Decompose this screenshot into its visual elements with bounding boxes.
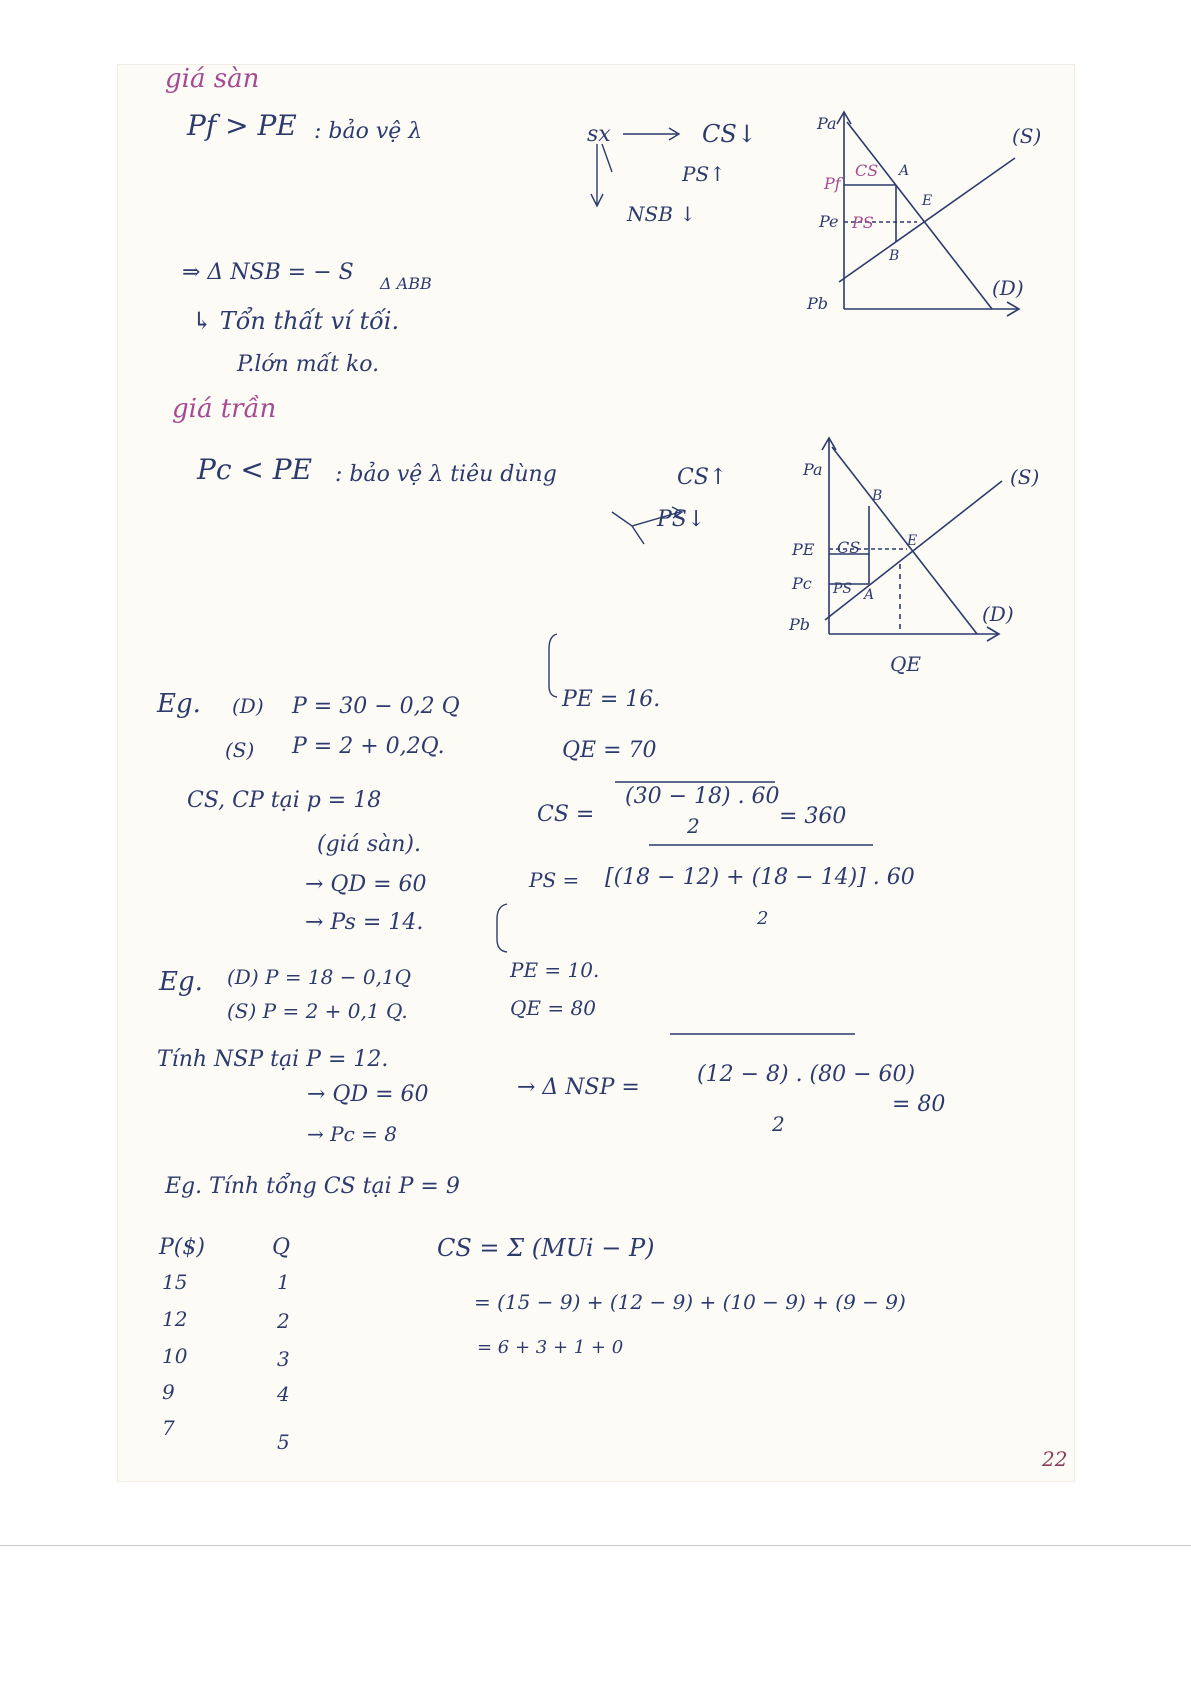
floor-graph-supply: (S) <box>1012 124 1042 148</box>
eg1-ps-value: → Ps = 14. <box>305 910 424 935</box>
eg1-ps-denominator: 2 <box>757 908 769 929</box>
viewer-divider <box>0 1545 1191 1546</box>
eg3-quantity-cell: 2 <box>277 1309 290 1333</box>
eg1-qd: → QD = 60 <box>305 872 427 897</box>
eg3-quantity-cell: 3 <box>277 1347 290 1371</box>
floor-graph-demand: (D) <box>992 276 1024 300</box>
ceiling-graph-demand: (D) <box>982 602 1014 626</box>
eg3-price-cell: 15 <box>162 1270 188 1294</box>
page-number: 22 <box>1042 1447 1068 1471</box>
floor-cs-down: CS↓ <box>702 120 757 148</box>
eg3-cs-values: = 6 + 3 + 1 + 0 <box>477 1337 624 1358</box>
eg3-header-price: P($) <box>159 1235 205 1260</box>
floor-graph-pf: Pf <box>824 174 841 193</box>
ceiling-graph-b: B <box>872 488 883 504</box>
eg3-header-quantity: Q <box>272 1235 291 1260</box>
eg1-cs-result: = 360 <box>779 804 847 829</box>
eg2-bracket <box>497 904 507 952</box>
eg1-cs-denominator: 2 <box>687 814 700 838</box>
floor-condition: Pf > PE <box>187 109 297 142</box>
floor-protect-text: : bảo vệ λ <box>314 119 423 144</box>
floor-graph-pb: Pb <box>807 294 829 313</box>
ceiling-graph-cs: CS <box>837 538 861 557</box>
floor-nsb-subscript: Δ ABB <box>380 274 432 293</box>
eg3-cs-formula: CS = Σ (MUi − P) <box>437 1234 655 1262</box>
floor-graph-pe: Pe <box>819 212 839 231</box>
ceiling-graph-pe: PE <box>792 540 815 559</box>
eg1-qe: QE = 70 <box>562 738 657 763</box>
ceiling-graph-qe: QE <box>890 652 921 676</box>
eg2-qd: → QD = 60 <box>307 1082 429 1107</box>
ceiling-title: giá trần <box>172 394 277 424</box>
eg3-label: Eg. Tính tổng CS tại P = 9 <box>165 1174 460 1199</box>
ceiling-graph-e: E <box>907 533 918 549</box>
eg1-ps-label: PS = <box>529 868 580 892</box>
eg3-price-cell: 10 <box>162 1344 188 1368</box>
ceiling-ps-down: PS↓ <box>657 507 706 532</box>
eg3-quantity-cell: 1 <box>277 1270 290 1294</box>
eg2-d-equation: (D) P = 18 − 0,1Q <box>227 965 412 989</box>
floor-title: giá sàn <box>165 64 260 94</box>
eg2-nsp-result: = 80 <box>892 1092 946 1117</box>
eg2-pe: PE = 10. <box>510 958 600 982</box>
eg3-quantity-cell: 5 <box>277 1430 290 1454</box>
eg2-pc: → Pc = 8 <box>307 1122 397 1146</box>
eg3-price-cell: 9 <box>162 1380 175 1404</box>
eg1-ps-numerator: [(18 − 12) + (18 − 14)] . 60 <box>605 865 915 890</box>
floor-loss-line2: P.lớn mất ko. <box>237 352 380 377</box>
eg1-note: (giá sàn). <box>317 832 421 857</box>
ceiling-graph-supply: (S) <box>1010 465 1040 489</box>
eg1-pe: PE = 16. <box>562 687 661 712</box>
floor-graph-pa: Pa <box>817 114 837 133</box>
eg2-nsp-numerator: (12 − 8) . (80 − 60) <box>697 1062 916 1087</box>
ceiling-protect-text: : bảo vệ λ tiêu dùng <box>335 462 557 487</box>
eg1-question: CS, CP tại p = 18 <box>187 788 382 813</box>
eg2-nsp-denominator: 2 <box>772 1112 785 1136</box>
floor-sx-label: sx <box>587 122 611 147</box>
ceiling-graph-a: A <box>864 587 875 603</box>
eg1-s-equation: P = 2 + 0,2Q. <box>292 734 445 759</box>
floor-graph-b: B <box>889 248 900 264</box>
eg1-cs-label: CS = <box>537 802 595 827</box>
eg2-qe: QE = 80 <box>510 996 596 1020</box>
eg1-s-tag: (S) <box>225 738 255 762</box>
eg2-s-equation: (S) P = 2 + 0,1 Q. <box>227 999 408 1023</box>
ceiling-graph-pc: Pc <box>792 574 812 593</box>
eg3-quantity-cell: 4 <box>277 1382 290 1406</box>
eg2-nsp-label: → Δ NSP = <box>517 1075 640 1100</box>
eg2-question: Tính NSP tại P = 12. <box>157 1047 389 1072</box>
floor-graph-cs: CS <box>855 161 879 180</box>
eg3-cs-expansion: = (15 − 9) + (12 − 9) + (10 − 9) + (9 − 9) <box>474 1290 906 1314</box>
eg1-d-tag: (D) <box>232 694 264 718</box>
ceiling-cs-up: CS↑ <box>677 465 728 490</box>
floor-graph-ps: PS <box>852 213 874 232</box>
eg1-d-equation: P = 30 − 0,2 Q <box>292 694 460 719</box>
floor-graph-a: A <box>899 163 910 179</box>
ceiling-graph-ps: PS <box>833 581 853 597</box>
eg1-bracket <box>549 634 557 697</box>
floor-graph-e: E <box>922 193 933 209</box>
eg1-cs-numerator: (30 − 18) . 60 <box>625 784 780 809</box>
floor-nsb-formula: ⇒ Δ NSB = − S <box>182 260 354 285</box>
notebook-page <box>117 64 1075 1482</box>
ceiling-graph-pb: Pb <box>789 615 811 634</box>
eg3-price-cell: 7 <box>162 1416 175 1440</box>
ceiling-condition: Pc < PE <box>197 453 313 486</box>
floor-nsb-down: NSB ↓ <box>627 202 697 226</box>
floor-loss-line1: ↳ Tổn thất ví tối. <box>192 307 400 335</box>
floor-ps-up: PS↑ <box>682 162 726 186</box>
eg3-price-cell: 12 <box>162 1307 188 1331</box>
ceiling-graph-pa: Pa <box>803 460 823 479</box>
eg2-label: Eg. <box>159 967 203 997</box>
eg1-label: Eg. <box>157 689 201 719</box>
